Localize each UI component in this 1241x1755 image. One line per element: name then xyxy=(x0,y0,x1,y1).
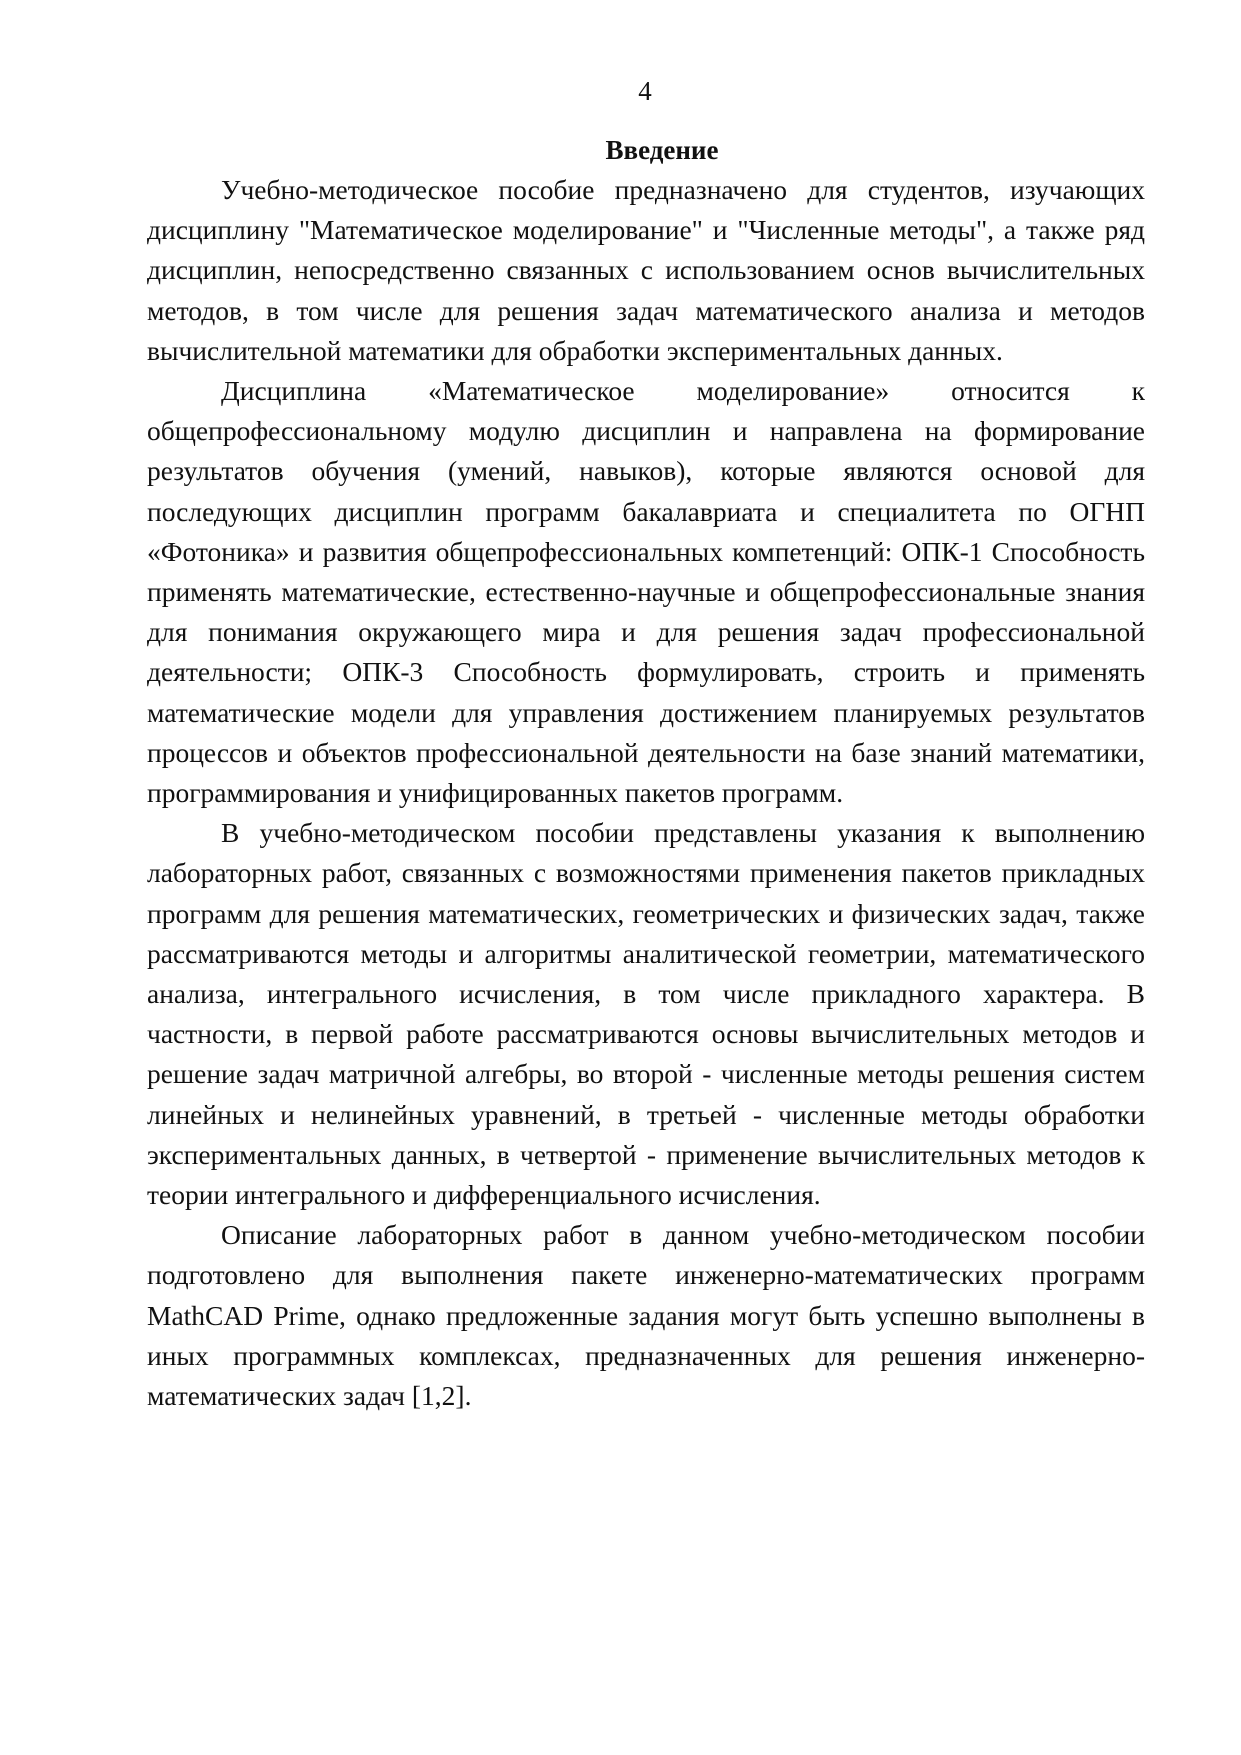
paragraph-software: Описание лабораторных работ в данном учебно-методическом пособии подготовлено для выполнения пакете инженерно-математических программ MathCAD Prime, однако предложенные задания могут быть успешно выполнены в иных программных комплексах, предназначенных для решения инженерно-математических задач [1,2]. xyxy=(147,1219,1145,1412)
page-number: 4 xyxy=(638,76,652,106)
section-content xyxy=(147,130,1145,1416)
section-title: Введение xyxy=(605,135,719,165)
paragraph-purpose: Учебно-методическое пособие предназначено для студентов, изучающих дисциплину "Математическое моделирование" и "Численные методы", а также ряд дисциплин, непосредственно связанных с использованием основ вычислительных методов, в том числе для решения задач математического анализа и методов вычислительной математики для обработки экспериментальных данных. xyxy=(147,174,1145,366)
paragraph-discipline: Дисциплина «Математическое моделирование» относится к общепрофессиональному модулю дисциплин и направлена на формирование результатов обучения (умений, навыков), которые являются основой для последующих дисциплин программ бакалавриата и специалитета по ОГНП «Фотоника» и развития общепрофессиональных компетенций: ОПК-1 Способность применять математические, естественно-научные и общепрофессиональные знания для понимания окружающего мира и для решения задач профессиональной деятельности; ОПК-3 Способность формулировать, строить и применять математические модели для управления достижением планируемых результатов процессов и объектов профессиональной деятельности на базе знаний математики, программирования и унифицированных пакетов программ. xyxy=(147,375,1145,809)
paragraph-lab-works: В учебно-методическом пособии представлены указания к выполнению лабораторных работ, связанных с возможностями применения пакетов прикладных программ для решения математических, геометрических и физических задач, также рассматриваются методы и алгоритмы аналитической геометрии, математического анализа, интегрального исчисления, в том числе прикладного характера. В частности, в первой работе рассматриваются основы вычислительных методов и решение задач матричной алгебры, во второй - численные методы решения систем линейных и нелинейных уравнений, в третьей - численные методы обработки экспериментальных данных, в четвертой - применение вычислительных методов к теории интегрального и дифференциального исчисления. xyxy=(147,817,1145,1211)
